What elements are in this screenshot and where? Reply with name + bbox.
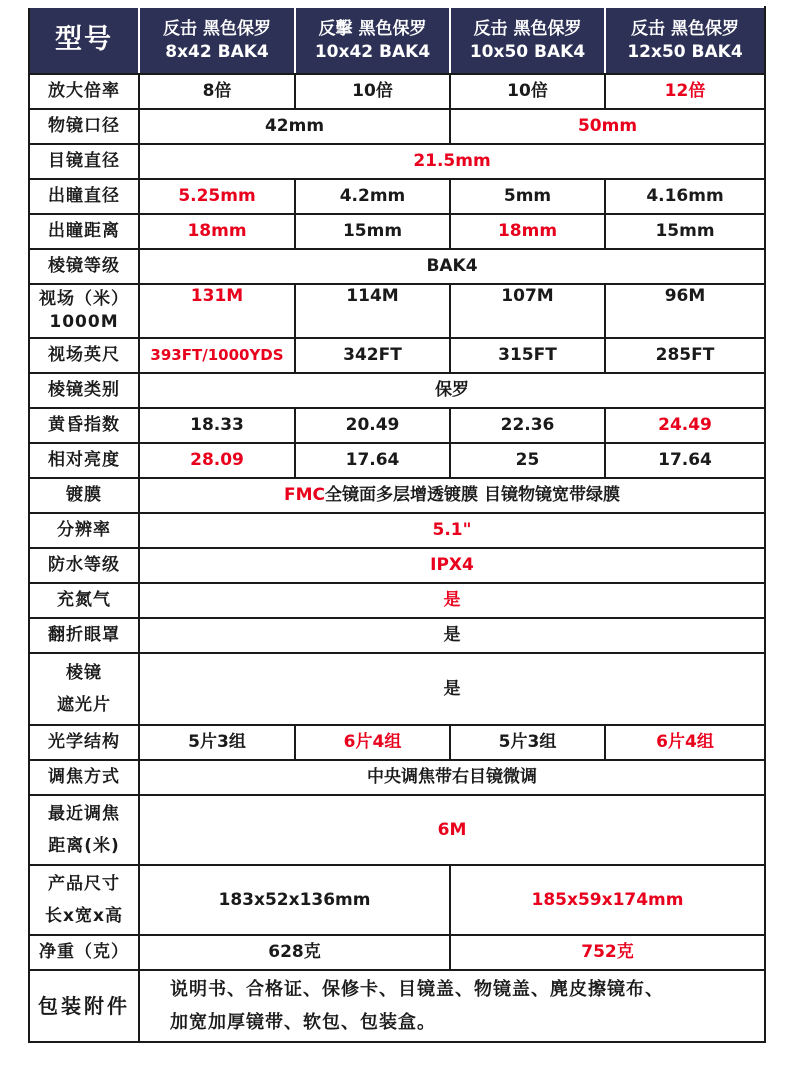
row-label: 相对亮度 [29, 443, 139, 478]
model-spec: 12x50 BAK4 [627, 41, 743, 62]
cell-value: 5片3组 [450, 725, 605, 760]
cell-value: 保罗 [139, 373, 765, 408]
row-prism-grade [29, 249, 765, 284]
row-waterproof [29, 548, 765, 583]
row-twilight-factor [29, 408, 765, 443]
header-label: 型号 [29, 7, 139, 74]
cell-value-highlight: 21.5mm [139, 144, 765, 179]
cell-value-highlight: 6片4组 [295, 725, 450, 760]
model-header-2 [295, 7, 450, 74]
header-row [29, 7, 765, 74]
cell-value [139, 478, 765, 513]
row-label-line2: 遮光片 [57, 695, 111, 715]
row-label: 黄昏指数 [29, 408, 139, 443]
cell-value: BAK4 [139, 249, 765, 284]
cell-value-highlight: 18mm [139, 214, 295, 249]
row-label-line1: 产品尺寸 [48, 873, 120, 894]
row-label [29, 795, 139, 865]
cell-value-highlight: 185x59x174mm [450, 865, 765, 935]
row-exit-pupil-distance [29, 214, 765, 249]
cell-value: 8倍 [139, 74, 295, 109]
cell-value: 18.33 [139, 408, 295, 443]
row-coating [29, 478, 765, 513]
cell-value-highlight: IPX4 [139, 548, 765, 583]
cell-value: 96M [605, 284, 765, 338]
row-label: 净重（克） [29, 935, 139, 970]
cell-value: 628克 [139, 935, 450, 970]
cell-value: 是 [139, 653, 765, 725]
cell-value: 20.49 [295, 408, 450, 443]
cell-value: 342FT [295, 338, 450, 373]
row-label [29, 865, 139, 935]
cell-value: 4.2mm [295, 179, 450, 214]
model-name: 反击 黑色保罗 [163, 19, 271, 40]
cell-value: 107M [450, 284, 605, 338]
row-label: 分辨率 [29, 513, 139, 548]
model-header-1 [139, 7, 295, 74]
row-label [29, 653, 139, 725]
row-label-line2: 长x宽x高 [45, 906, 123, 926]
row-focus-method [29, 760, 765, 795]
cell-value: 114M [295, 284, 450, 338]
row-label: 棱镜等级 [29, 249, 139, 284]
row-label: 镀膜 [29, 478, 139, 513]
cell-value-highlight: 6M [139, 795, 765, 865]
cell-value: 10倍 [295, 74, 450, 109]
cell-value: 5片3组 [139, 725, 295, 760]
cell-value-highlight: 是 [139, 583, 765, 618]
row-exit-pupil-diameter [29, 179, 765, 214]
cell-value-highlight: 131M [139, 284, 295, 338]
cell-value: 17.64 [605, 443, 765, 478]
cell-value: 15mm [605, 214, 765, 249]
cell-value: 285FT [605, 338, 765, 373]
row-label-line2: 1000M [49, 312, 119, 332]
cell-value-highlight: 393FT/1000YDS [139, 338, 295, 373]
model-name: 反击 黑色保罗 [473, 19, 582, 40]
cell-value-highlight: 752克 [450, 935, 765, 970]
row-min-focus [29, 795, 765, 865]
coating-description: 全镜面多层增透镀膜 目镜物镜宽带绿膜 [325, 485, 620, 506]
row-label: 放大倍率 [29, 74, 139, 109]
cell-value: 25 [450, 443, 605, 478]
cell-value-highlight: 6片4组 [605, 725, 765, 760]
cell-value: 4.16mm [605, 179, 765, 214]
row-label-line1: 最近调焦 [48, 803, 120, 824]
row-label: 棱镜类别 [29, 373, 139, 408]
cell-value: 10倍 [450, 74, 605, 109]
cell-value-highlight: 5.25mm [139, 179, 295, 214]
cell-value-highlight: 12倍 [605, 74, 765, 109]
row-label: 光学结构 [29, 725, 139, 760]
row-label: 包装附件 [29, 970, 139, 1042]
row-label: 调焦方式 [29, 760, 139, 795]
row-relative-brightness [29, 443, 765, 478]
row-label-line1: 视场（米） [39, 289, 129, 310]
cell-value-highlight: 24.49 [605, 408, 765, 443]
cell-value: 315FT [450, 338, 605, 373]
cell-value: 15mm [295, 214, 450, 249]
package-contents [139, 970, 765, 1042]
row-label: 防水等级 [29, 548, 139, 583]
package-line1: 说明书、合格证、保修卡、目镜盖、物镜盖、麂皮擦镜布、 [170, 978, 664, 1000]
row-label: 出瞳距离 [29, 214, 139, 249]
cell-value: 中央调焦带右目镜微调 [139, 760, 765, 795]
row-label: 视场英尺 [29, 338, 139, 373]
row-label [29, 284, 139, 338]
row-label: 翻折眼罩 [29, 618, 139, 653]
cell-value: 是 [139, 618, 765, 653]
row-label-line1: 棱镜 [66, 662, 102, 683]
row-label: 目镜直径 [29, 144, 139, 179]
model-spec: 10x42 BAK4 [314, 41, 431, 62]
row-label-line2: 距离(米) [48, 836, 120, 856]
row-field-of-view-ft [29, 338, 765, 373]
model-header-4 [605, 7, 765, 74]
model-spec: 10x50 BAK4 [469, 41, 586, 62]
row-eyecup [29, 618, 765, 653]
row-label: 物镜口径 [29, 109, 139, 144]
cell-value-highlight: 5.1" [139, 513, 765, 548]
package-line2: 加宽加厚镜带、软包、包装盒。 [170, 1012, 436, 1033]
cell-value: 5mm [450, 179, 605, 214]
row-weight [29, 935, 765, 970]
cell-value-highlight: 50mm [450, 109, 765, 144]
cell-value: 42mm [139, 109, 450, 144]
cell-value-highlight: 28.09 [139, 443, 295, 478]
row-resolution [29, 513, 765, 548]
row-magnification [29, 74, 765, 109]
cell-value-highlight: 18mm [450, 214, 605, 249]
row-prism-shade [29, 653, 765, 725]
row-field-of-view-m [29, 284, 765, 338]
row-package [29, 970, 765, 1042]
cell-value: 17.64 [295, 443, 450, 478]
row-objective-diameter [29, 109, 765, 144]
spec-table [28, 6, 766, 1043]
coating-fmc: FMC [284, 485, 326, 506]
model-header-3 [450, 7, 605, 74]
row-label: 出瞳直径 [29, 179, 139, 214]
row-prism-type [29, 373, 765, 408]
row-nitrogen [29, 583, 765, 618]
row-eyepiece-diameter [29, 144, 765, 179]
model-name: 反擊 黑色保罗 [318, 19, 427, 40]
model-name: 反击 黑色保罗 [631, 19, 739, 40]
cell-value: 22.36 [450, 408, 605, 443]
model-spec: 8x42 BAK4 [165, 41, 269, 62]
row-label: 充氮气 [29, 583, 139, 618]
row-optical-structure [29, 725, 765, 760]
row-size [29, 865, 765, 935]
cell-value: 183x52x136mm [139, 865, 450, 935]
